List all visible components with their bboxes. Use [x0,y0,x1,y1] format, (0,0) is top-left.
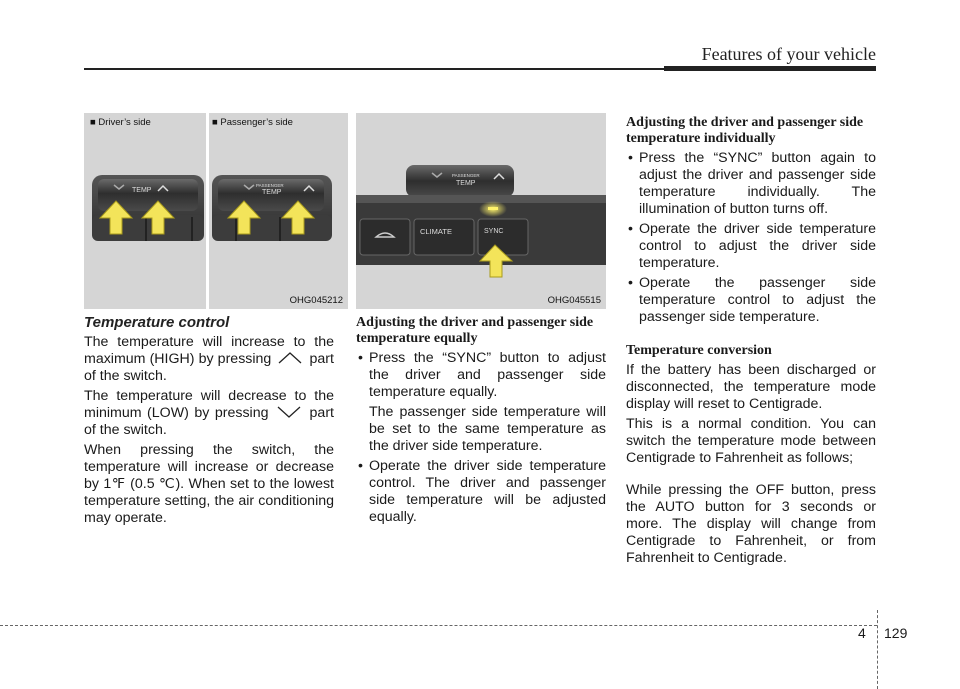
figure-divider [206,113,209,309]
figure-code: OHG045212 [289,295,343,306]
para-switch-mode: While pressing the OFF button, press the AUTO button for 3 seconds or more. The display will change from Centigrade to Fahrenheit, or from Fahrenheit to Centigrade. [626,482,876,566]
para-decrease [84,388,334,439]
footer-rule [0,625,877,626]
heading-equal-adjust: Adjusting the driver and passenger side temperature equally [356,315,594,346]
list-item: • Operate the driver side temperature control to adjust the driver side temperature. [628,221,876,271]
heading-temperature-control: Temperature control [84,314,230,331]
column-temperature-control [84,313,334,530]
column-individual-adjust [626,113,876,570]
fig2-temp-label: TEMP [456,180,476,187]
figure-sync-button [356,113,606,309]
fig2-passenger-label: PASSENGER [452,173,480,178]
caption-passenger-text: Passenger’s side [220,117,293,128]
sync-label: SYNC [484,228,504,235]
temp-switch-illustration [84,113,348,309]
figure-code-2: OHG045515 [547,295,601,306]
list-item-continuation: The passenger side temperature will be set to the same temperature as the driver side temperature. [369,404,606,454]
page-number: 129 [884,625,908,641]
chapter-number: 4 [858,625,866,641]
header-bar [664,66,876,71]
caption-driver-text: Driver’s side [98,117,151,128]
list-item-text: Press the “SYNC” button to adjust the driver and passenger side temperature equally. [369,350,606,400]
fig1-passenger-label: PASSENGER [256,183,284,188]
section-title: Features of your vehicle [701,44,876,64]
heading-individual-adjust: Adjusting the driver and passenger side temperature individually [626,115,864,146]
caption-driver: ■ Driver’s side [90,117,151,128]
list-item-text: Operate the driver side temperature control to adjust the driver side temperature. [639,221,876,271]
para-increase-text: The temperature will increase to the maximum (HIGH) by pressing [84,334,334,367]
para-normal: This is a normal condition. You can switch the temperature mode between Centigrade to Fahrenheit as follows; [626,416,876,466]
chevron-up-icon [275,351,305,365]
chevron-down-icon [274,405,304,419]
footer-divider [877,610,878,689]
list-item-text: Press the “SYNC” button again to adjust the driver and passenger side temperature individually. The illumination of button turns off. [639,150,876,217]
list-item-text: Operate the driver side temperature control. The driver and passenger side temperature will be adjusted equally. [369,458,606,525]
para-decrease-tail: part of the switch. [84,405,334,438]
climate-label: CLIMATE [420,227,452,236]
para-reset: If the battery has been discharged or disconnected, the temperature mode display will reset to Centigrade. [626,362,876,412]
figure-temp-switches [84,113,348,309]
list-item: • Operate the passenger side temperature control to adjust the passenger side temperature. [628,275,876,325]
heading-temperature-conversion: Temperature conversion [626,343,772,358]
para-increase-tail: part of the switch. [84,351,334,384]
caption-passenger: ■ Passenger’s side [212,117,293,128]
list-item: • Operate the driver side temperature control. The driver and passenger side temperature will be adjusted equally. [358,458,606,525]
para-step: When pressing the switch, the temperature will increase or decrease by 1℉ (0.5 ℃). When set to the lowest temperature setting, the air conditioning may operate. [84,442,334,526]
fig1-temp-label: TEMP [132,187,152,194]
list-item: • Press the “SYNC” button to adjust the driver and passenger side temperature equally. The passenger side temperature will be set to the same temperature as the driver side temperature. [358,350,606,454]
para-increase [84,334,334,385]
para-decrease-text: The temperature will decrease to the minimum (LOW) by pressing [84,388,334,421]
column-equal-adjust [356,313,606,529]
list-item: • Press the “SYNC” button again to adjust the driver and passenger side temperature individually. The illumination of button turns off. [628,150,876,217]
fig1-passenger-temp-label: TEMP [262,189,282,196]
sync-illustration [356,113,606,309]
equal-adjust-list [356,350,606,526]
individual-adjust-list [626,150,876,326]
list-item-text: Operate the passenger side temperature control to adjust the passenger side temperature. [639,275,876,325]
